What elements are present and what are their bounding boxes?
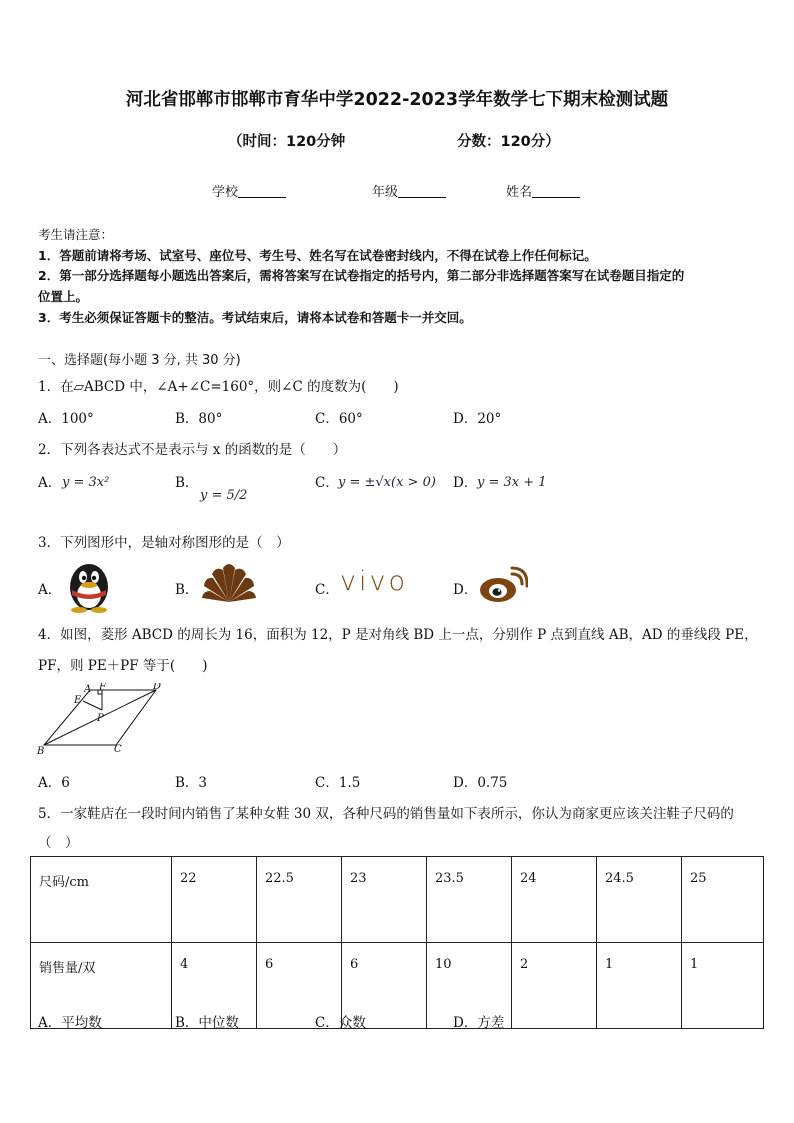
label-a: A	[84, 684, 92, 695]
label-f: F	[99, 683, 106, 693]
q2-option-d-label: D．	[453, 475, 478, 491]
table-row	[31, 943, 764, 1029]
q1-option-b: B．80°	[175, 411, 223, 427]
q2-stem: 2．下列各表达式不是表示与 x 的函数的是（ ）	[38, 442, 347, 458]
q5-option-a: A．平均数	[38, 1015, 102, 1031]
table-cell: 10	[427, 943, 512, 1029]
grade-field: 年级	[372, 181, 446, 200]
school-blank	[238, 185, 286, 198]
q4-option-a: A．6	[38, 775, 70, 791]
table-cell: 24.5	[597, 857, 682, 943]
q2-formula-c: y = ±√x(x > 0)	[338, 475, 436, 490]
q1-option-a: A．100°	[38, 411, 94, 427]
school-field: 学校	[212, 181, 286, 200]
label-c: C	[114, 744, 122, 755]
shoe-sales-table	[30, 856, 764, 1029]
exam-score: 分数：120分）	[457, 134, 560, 150]
vivo-logo: vivo	[340, 566, 408, 597]
label-d: D	[153, 683, 162, 692]
q2-formula-b: y = 5/2	[200, 488, 248, 503]
q4-stem-line2: PF，则 PE＋PF 等于( )	[38, 658, 208, 674]
table-cell: 销售量/双	[31, 943, 172, 1029]
section-heading: 一、选择题(每小题 3 分, 共 30 分)	[38, 353, 241, 368]
q4-option-c: C．1.5	[315, 775, 361, 791]
table-cell: 24	[512, 857, 597, 943]
name-field: 姓名	[506, 181, 580, 200]
segment-pe	[83, 701, 102, 710]
table-cell: 尺码/cm	[31, 857, 172, 943]
page-title: 河北省邯郸市邯郸市育华中学2022-2023学年数学七下期末检测试题	[125, 90, 669, 110]
q5-stem-line2: （ ）	[38, 835, 79, 851]
q3-option-d-label: D．	[453, 582, 478, 598]
rhombus-figure	[36, 683, 166, 755]
q5-option-b: B．中位数	[175, 1015, 239, 1031]
table-cell: 22	[172, 857, 257, 943]
label-p: P	[97, 713, 104, 724]
name-blank	[532, 185, 580, 198]
q3-option-c-label: C．	[315, 582, 339, 598]
table-cell: 23	[342, 857, 427, 943]
q1-option-d: D．20°	[453, 411, 502, 427]
notice-item: 位置上。	[38, 289, 89, 304]
table-cell: 1	[682, 943, 764, 1029]
q2-formula-a: y = 3x²	[62, 475, 110, 490]
table-cell: 2	[512, 943, 597, 1029]
q5-option-c: C．众数	[315, 1015, 366, 1031]
q2-option-c-label: C．	[315, 475, 339, 491]
q1-stem: 1．在▱ABCD 中，∠A+∠C=160°，则∠C 的度数为( )	[38, 379, 399, 395]
weibo-logo-icon	[478, 566, 528, 604]
q5-option-d: D．方差	[453, 1015, 505, 1031]
q2-option-b-label: B．	[175, 475, 199, 491]
grade-blank	[398, 185, 446, 198]
table-cell: 6	[342, 943, 427, 1029]
penguin-logo-icon	[62, 557, 116, 613]
q1-option-c: C．60°	[315, 411, 363, 427]
q3-stem: 3．下列图形中，是轴对称图形的是（ ）	[38, 535, 290, 551]
notice-item: 1．答题前请将考场、试室号、座位号、考生号、姓名写在试卷密封线内，不得在试卷上作任何标记。	[38, 248, 597, 263]
table-cell: 4	[172, 943, 257, 1029]
q2-option-a-label: A．	[38, 475, 62, 491]
notice-heading: 考生请注意：	[38, 227, 114, 242]
q5-stem-line1: 5．一家鞋店在一段时间内销售了某种女鞋 30 双，各种尺码的销售量如下表所示，你认为商家更应该关注鞋子尺码的	[38, 806, 734, 822]
q4-option-b: B．3	[175, 775, 208, 791]
flower-logo-icon	[200, 558, 258, 608]
exam-time: （时间：120分钟	[228, 134, 346, 150]
table-cell: 23.5	[427, 857, 512, 943]
q2-formula-d: y = 3x + 1	[477, 475, 547, 490]
q4-option-d: D．0.75	[453, 775, 508, 791]
table-cell: 25	[682, 857, 764, 943]
label-e: E	[74, 695, 82, 706]
table-cell: 6	[257, 943, 342, 1029]
q4-stem-line1: 4．如图，菱形 ABCD 的周长为 16，面积为 12，P 是对角线 BD 上一点，分别作 P 点到直线 AB，AD 的垂线段 PE，	[38, 627, 758, 643]
q3-option-a-label: A．	[38, 582, 62, 598]
table-row	[31, 857, 764, 943]
notice-item: 3．考生必须保证答题卡的整洁。考试结束后，请将本试卷和答题卡一并交回。	[38, 310, 472, 325]
q3-option-b-label: B．	[175, 582, 199, 598]
label-b: B	[37, 746, 45, 755]
table-cell: 1	[597, 943, 682, 1029]
notice-item: 2．第一部分选择题每小题选出答案后，需将答案写在试卷指定的括号内，第二部分非选择题答案写在试卷题目指定的	[38, 268, 685, 283]
table-cell: 22.5	[257, 857, 342, 943]
